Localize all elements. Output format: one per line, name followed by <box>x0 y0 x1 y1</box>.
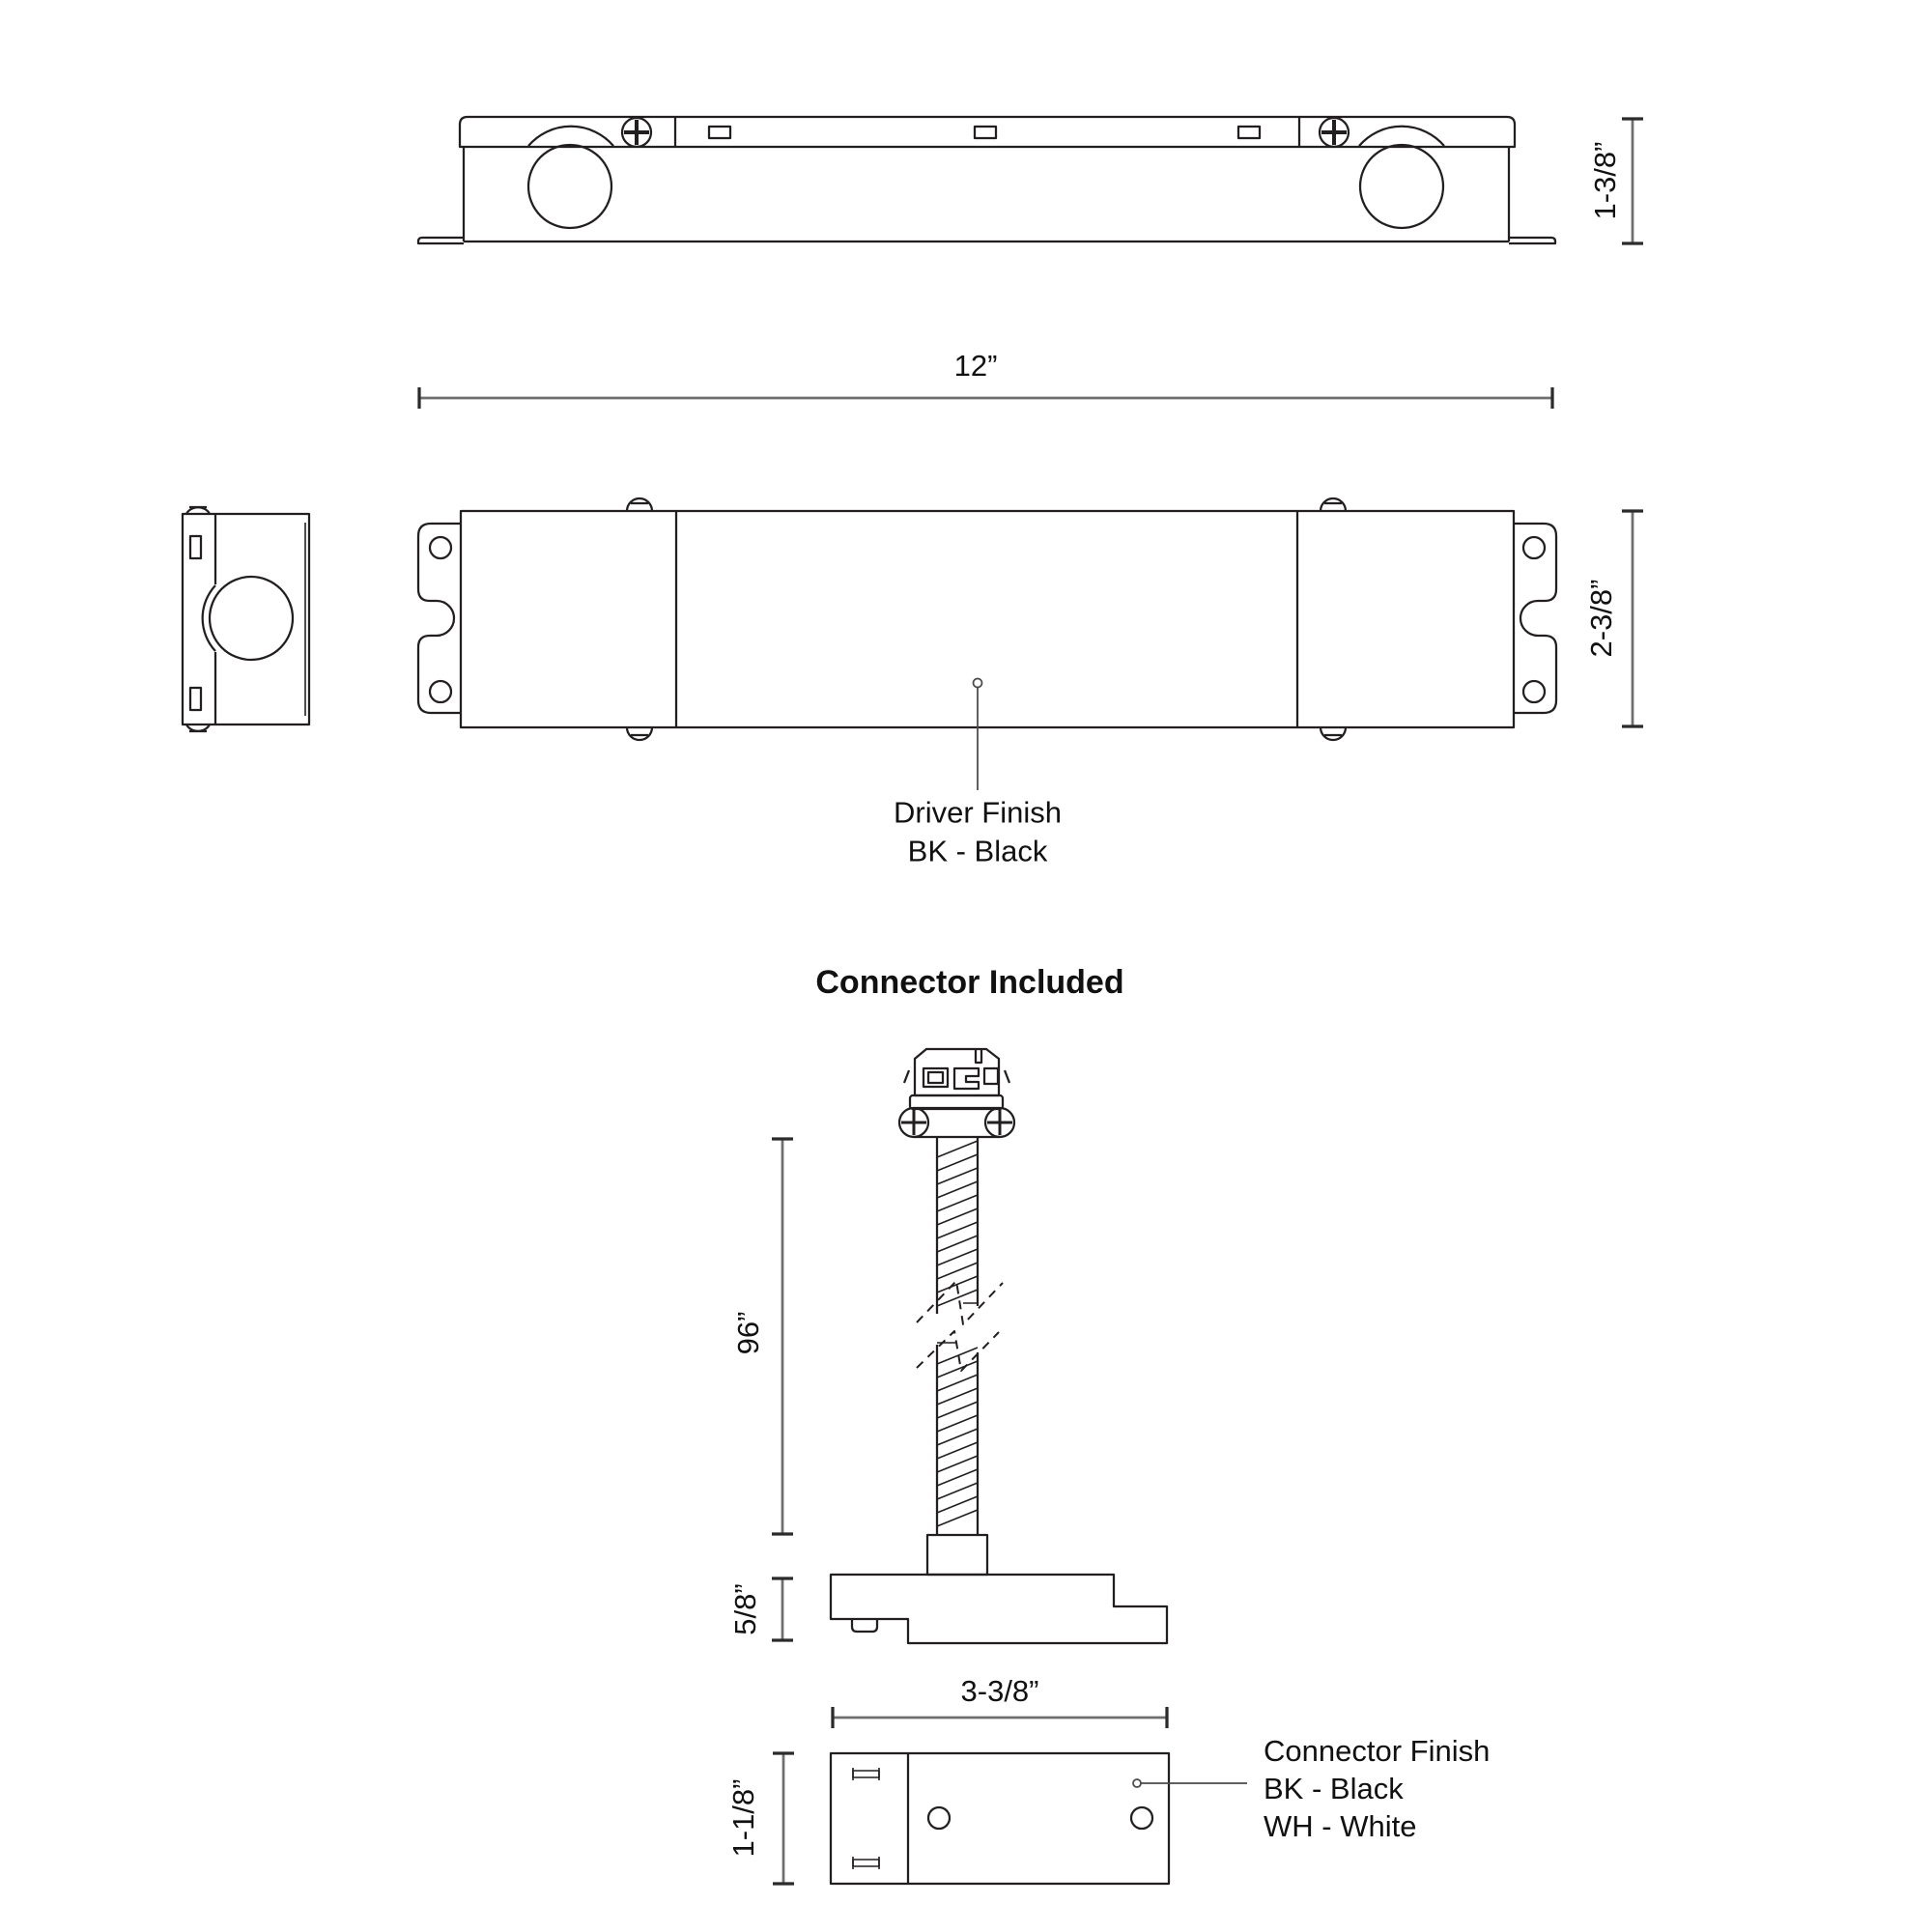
connector-included-heading: Connector Included <box>815 963 1124 1001</box>
connector-plan-slot <box>853 1771 879 1777</box>
side-body <box>464 147 1509 242</box>
side-slot <box>1238 127 1260 138</box>
connector-plan-slot-caps <box>853 1768 879 1780</box>
dimension-label-cable-length: 96” <box>730 1311 765 1355</box>
mounting-hole <box>1523 681 1545 702</box>
driver-plan-view <box>418 498 1556 790</box>
screw-head-icon <box>627 727 652 740</box>
phillips-screw-icon <box>622 118 651 147</box>
connector-finish-note <box>1264 1732 1490 1845</box>
driver-finish-option: BK - Black <box>907 835 1048 868</box>
mounting-hole <box>430 681 451 702</box>
end-slot <box>190 688 201 710</box>
connector-screw-hole <box>928 1807 950 1829</box>
dimension-label-base-width: 3-3/8” <box>960 1673 1039 1708</box>
dimension-label-base-height: 5/8” <box>727 1583 762 1635</box>
connector-plan-view <box>831 1753 1247 1884</box>
dimension-1-1-8in <box>773 1753 794 1884</box>
connector-finish-title: Connector Finish <box>1264 1734 1491 1768</box>
plan-left-mounting-tab <box>418 524 461 713</box>
cable-break-stubs <box>937 1303 978 1343</box>
dimension-12in <box>419 387 1552 409</box>
mounting-hole <box>430 537 451 558</box>
cable-break-mark <box>917 1281 1003 1324</box>
connector-elevation-view <box>831 1049 1167 1643</box>
connector-base-tab <box>852 1619 877 1632</box>
side-mounting-strip <box>460 117 1515 147</box>
side-slot <box>709 127 730 138</box>
dimension-5-8in <box>772 1578 793 1640</box>
mounting-hole <box>1523 537 1545 558</box>
plan-body <box>461 511 1514 727</box>
plug-contact-window <box>923 1068 948 1087</box>
cable-braid-hatch-lower <box>937 1348 978 1526</box>
side-strip-dividers <box>675 117 1299 147</box>
driver-finish-title: Driver Finish <box>894 795 1062 830</box>
side-slot <box>975 127 996 138</box>
connector-plan-slot <box>853 1860 879 1866</box>
knockout-hole <box>528 145 611 228</box>
knockout-hole <box>1360 145 1443 228</box>
driver-end-view <box>183 507 309 731</box>
plan-dividers <box>676 511 1297 727</box>
dimension-label-driver-plan-height: 2-3/8” <box>1583 579 1618 658</box>
screw-bar <box>914 1108 1000 1137</box>
end-body <box>215 514 309 724</box>
connector-base-plan <box>831 1753 1169 1884</box>
plug-side-tabs <box>904 1070 1009 1083</box>
screw-head-icon <box>627 498 652 511</box>
phillips-screw-icon <box>899 1108 928 1137</box>
driver-finish-note <box>894 794 1062 872</box>
screw-head-icon <box>1321 498 1346 511</box>
cable-end-block <box>927 1535 987 1575</box>
screw-head-icon <box>1321 727 1346 740</box>
knockout-collar-arcs <box>528 127 1444 146</box>
cable-braid-hatch-upper <box>937 1141 978 1306</box>
connector-finish-option-bk: BK - Black <box>1264 1772 1404 1805</box>
driver-side-view <box>418 117 1555 243</box>
plug-top-notch <box>976 1049 981 1063</box>
plug-keyed-slot <box>954 1068 979 1089</box>
driver-finish-leader-dot <box>974 679 982 688</box>
end-knockout-hole <box>210 577 293 660</box>
connector-finish-option-wh: WH - White <box>1264 1809 1417 1843</box>
dimension-96in <box>772 1139 793 1534</box>
plug-contact-inner <box>928 1072 943 1083</box>
dimension-1-3-8in <box>1622 119 1643 243</box>
dimension-label-base-depth: 1-1/8” <box>725 1778 760 1858</box>
cable-break-mark <box>917 1331 999 1371</box>
plan-right-mounting-tab <box>1514 524 1556 713</box>
plug-contact-window <box>984 1068 998 1084</box>
connector-base-profile <box>831 1575 1167 1643</box>
connector-plan-slot-caps <box>853 1857 879 1869</box>
dimension-label-driver-side-height: 1-3/8” <box>1587 141 1622 220</box>
end-slot <box>190 536 201 558</box>
connector-screw-hole <box>1131 1807 1152 1829</box>
phillips-screw-icon <box>985 1108 1014 1137</box>
connector-finish-leader-dot <box>1133 1779 1141 1787</box>
dimension-label-driver-width: 12” <box>953 348 998 383</box>
dimension-2-3-8in <box>1622 511 1643 726</box>
phillips-screw-icon <box>1320 118 1349 147</box>
